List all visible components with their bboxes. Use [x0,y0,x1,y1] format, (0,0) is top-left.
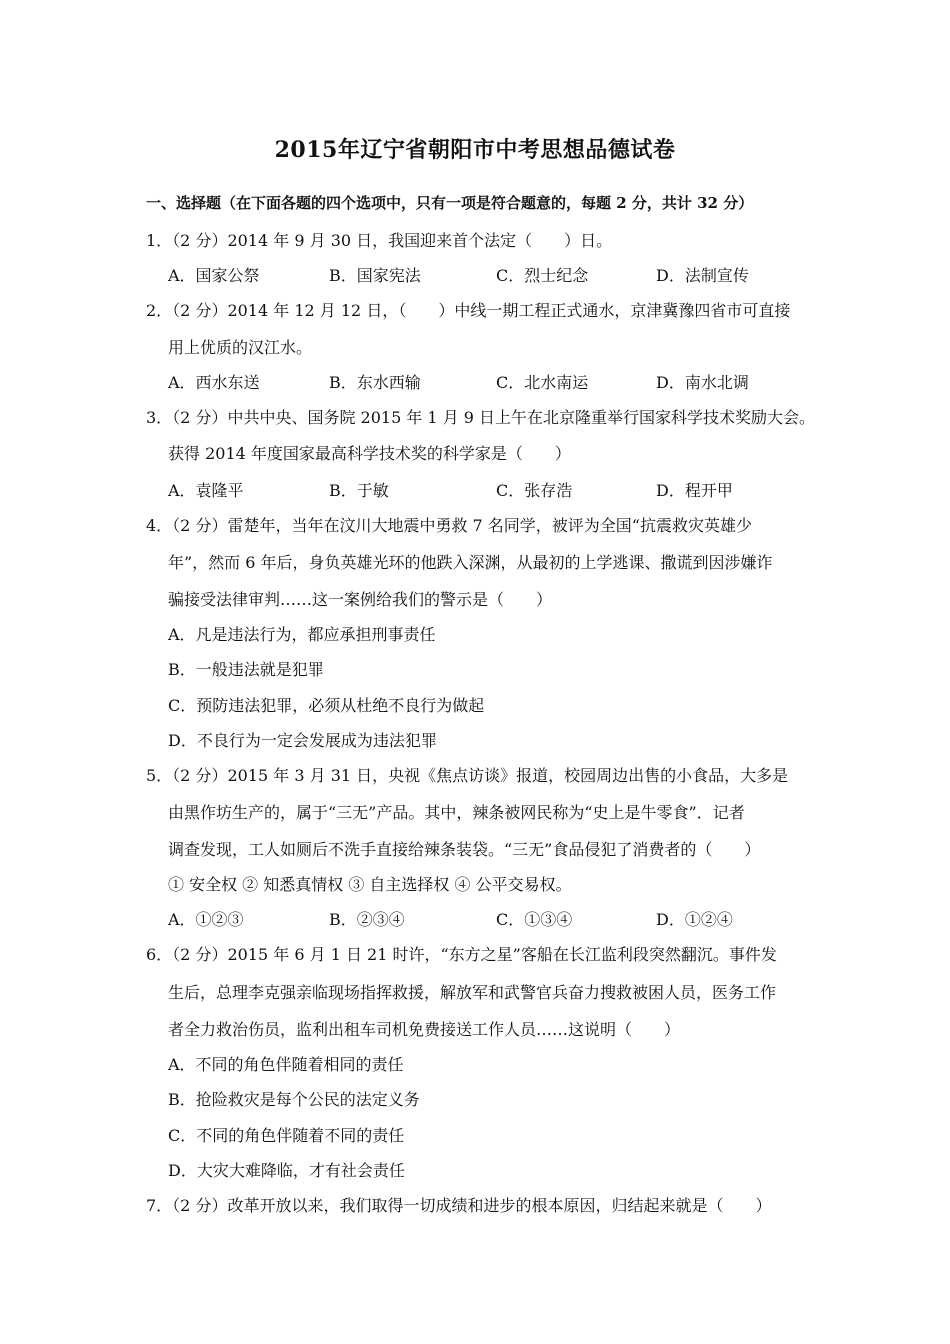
question-4-text-cont: 年”，然而 6 年后，身负英雄光环的他跌入深渊，从最初的上学逃课、撒谎到因涉嫌诈 [168,553,773,572]
question-4-option-b: B．一般违法就是犯罪 [168,660,324,679]
question-3-text: 3．（2 分）中共中央、国务院 2015 年 1 月 9 日上午在北京隆重举行国家科学技术奖励大会。 [146,408,816,427]
section-heading: 一、选择题（在下面各题的四个选项中，只有一项是符合题意的，每题 2 分，共计 32 分） [146,194,754,212]
question-4-option-d: D．不良行为一定会发展成为违法犯罪 [168,731,437,750]
question-1-option-a: A．国家公祭 [168,266,260,285]
question-6-text-cont: 生后，总理李克强亲临现场指挥救援，解放军和武警官兵奋力搜救被困人员，医务工作 [168,983,777,1002]
question-6-text-cont: 者全力救治伤员，监利出租车司机免费接送工作人员……这说明（ ） [168,1020,681,1039]
question-5-option-a: A．①②③ [168,910,244,929]
question-2-option-d: D．南水北调 [656,373,749,392]
question-4-text: 4．（2 分）雷楚年，当年在汶川大地震中勇救 7 名同学，被评为全国“抗震救灾英雄少 [146,516,752,535]
question-2-text: 2．（2 分）2014 年 12 月 12 日，（ ）中线一期工程正式通水，京津冀豫四省市可直接 [146,301,791,320]
question-3-option-b: B．于敏 [329,481,389,500]
question-6-text: 6．（2 分）2015 年 6 月 1 日 21 时许，“东方之星”客船在长江监利段突然翻沉。事件发 [146,945,777,964]
question-6-option-b: B．抢险救灾是每个公民的法定义务 [168,1090,420,1109]
question-1-option-c: C．烈士纪念 [496,266,589,285]
question-3-text-cont: 获得 2014 年度国家最高科学技术奖的科学家是（ ） [168,444,571,463]
question-3-option-a: A．袁隆平 [168,481,244,500]
question-5-option-c: C．①③④ [496,910,573,929]
question-6-option-a: A．不同的角色伴随着相同的责任 [168,1055,404,1074]
question-3-option-c: C．张存浩 [496,481,573,500]
question-2-text-cont: 用上优质的汉江水。 [168,338,313,357]
question-2-option-b: B．东水西输 [329,373,421,392]
question-2-option-c: C．北水南运 [496,373,589,392]
question-6-option-c: C．不同的角色伴随着不同的责任 [168,1126,405,1145]
question-5-option-d: D．①②④ [656,910,733,929]
question-5-text-cont: 调查发现，工人如厕后不洗手直接给辣条装袋。“三无”食品侵犯了消费者的（ ） [168,840,761,859]
question-4-option-c: C．预防违法犯罪，必须从杜绝不良行为做起 [168,696,485,715]
question-1-text: 1．（2 分）2014 年 9 月 30 日，我国迎来首个法定（ ）日。 [146,231,613,250]
question-3-option-d: D．程开甲 [656,481,733,500]
question-4-option-a: A．凡是违法行为，都应承担刑事责任 [168,625,436,644]
question-7-text: 7．（2 分）改革开放以来，我们取得一切成绩和进步的根本原因，归结起来就是（ ） [146,1196,772,1215]
question-5-option-b: B．②③④ [329,910,405,929]
question-1-option-d: D．法制宣传 [656,266,749,285]
question-4-text-cont: 骗接受法律审判……这一案例给我们的警示是（ ） [168,590,553,609]
question-5-text: 5．（2 分）2015 年 3 月 31 日，央视《焦点访谈》报道，校园周边出售的小食品，大多是 [146,766,789,785]
page-title: 2015年辽宁省朝阳市中考思想品德试卷 [274,137,676,163]
question-5-text-cont: 由黑作坊生产的，属于“三无”产品。其中，辣条被网民称为“史上是牛零食”．记者 [168,803,745,822]
question-5-statements: ① 安全权 ② 知悉真情权 ③ 自主选择权 ④ 公平交易权。 [168,875,572,894]
question-6-option-d: D．大灾大难降临，才有社会责任 [168,1161,405,1180]
question-2-option-a: A．西水东送 [168,373,260,392]
question-1-option-b: B．国家宪法 [329,266,421,285]
